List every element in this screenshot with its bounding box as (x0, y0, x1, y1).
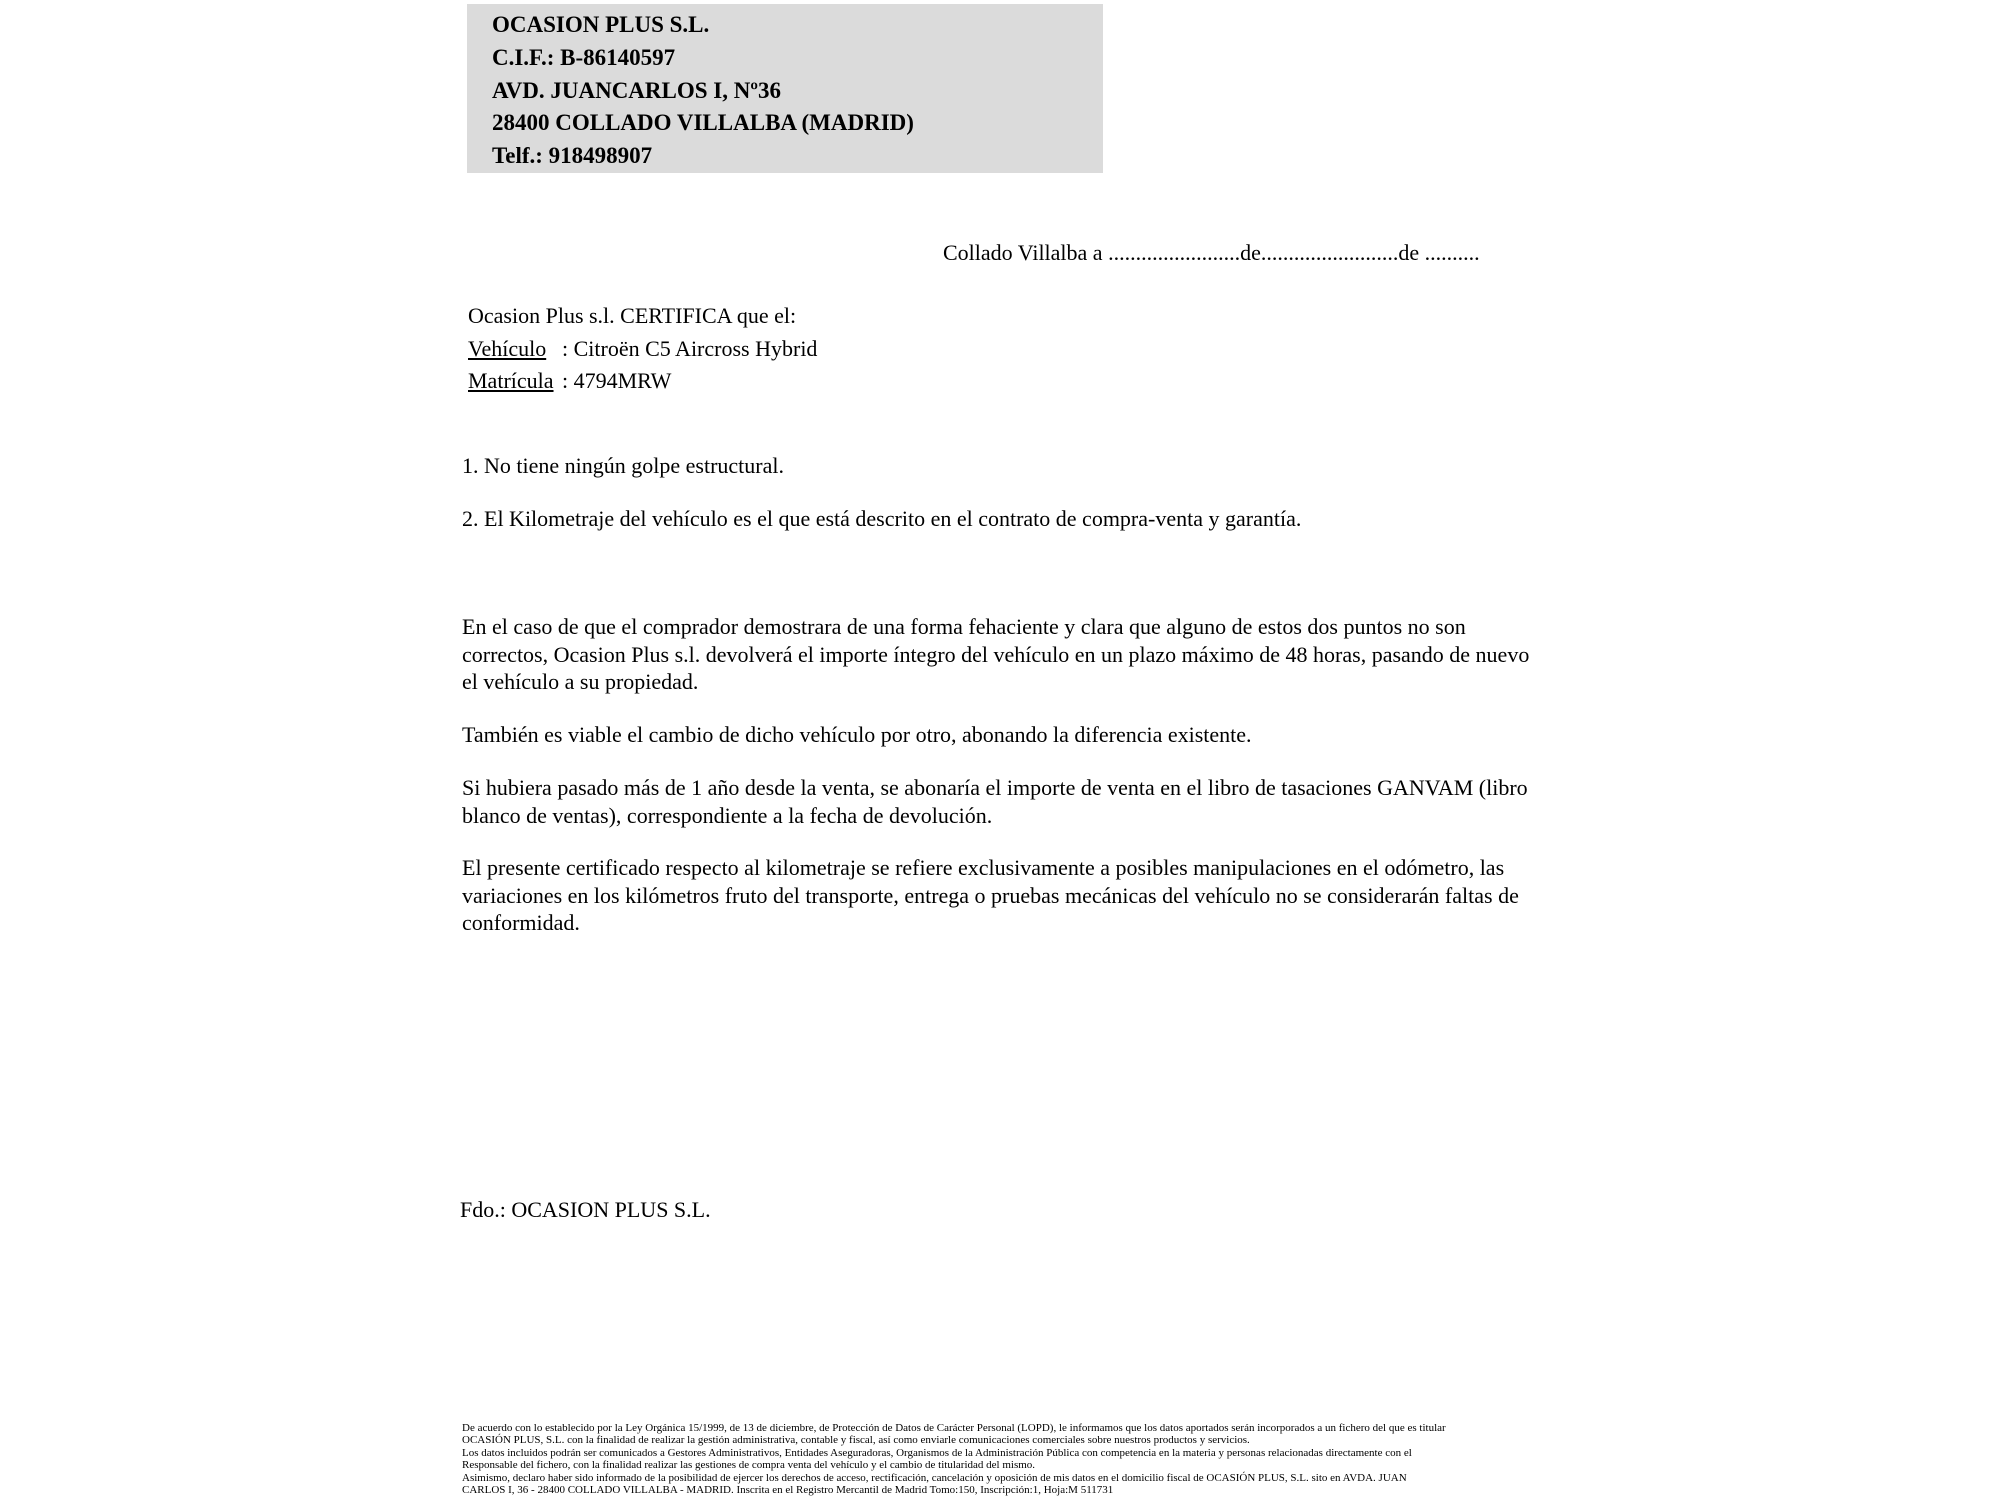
legal-line: CARLOS I, 36 - 28400 COLLADO VILLALBA - MADRID. Inscrita en el Registro Mercantil de Madrid Tomo:150, Inscripción:1, Hoja:M 511731 (462, 1484, 1114, 1497)
company-name: OCASION PLUS S.L. (492, 12, 710, 37)
plate-row (468, 365, 817, 398)
vehicle-row (468, 333, 817, 366)
point-mileage: 2. El Kilometraje del vehículo es el que está descrito en el contrato de compra-venta y garantía. (462, 506, 1302, 531)
company-phone: Telf.: 918498907 (492, 143, 653, 169)
vehicle-label: Vehículo (468, 335, 547, 361)
plate-value: : 4794MRW (562, 368, 672, 393)
paragraph-refund: En el caso de que el comprador demostrara de una forma fehaciente y clara que alguno de estos dos puntos no son correctos, Ocasion Plus s.l. devolverá el importe íntegro del vehículo en un plazo máximo de 48 horas, pasando de nuevo el vehículo a su propiedad. (462, 614, 1530, 694)
vehicle-value: : Citroën C5 Aircross Hybrid (562, 335, 818, 361)
legal-line: Los datos incluidos podrán ser comunicados a Gestores Administrativos, Entidades Aseguradoras, Organismos de la Administración Pública con competencia en la materia y personas relacionadas directamente con el (462, 1446, 1412, 1459)
paragraph-ganvam: Si hubiera pasado más de 1 año desde la venta, se abonaría el importe de venta en el libro de tasaciones GANVAM (libro blanco de ventas), correspondiente a la fecha de devolución. (462, 775, 1528, 828)
signature-line: Fdo.: OCASION PLUS S.L. (460, 1197, 711, 1222)
certify-intro: Ocasion Plus s.l. CERTIFICA que el: (468, 303, 797, 328)
company-cif: C.I.F.: B-86140597 (492, 44, 676, 70)
certification-block (468, 300, 817, 398)
company-address: AVD. JUANCARLOS I, Nº36 (492, 77, 781, 103)
point-structural: 1. No tiene ningún golpe estructural. (462, 453, 784, 478)
legal-line: Asimismo, declaro haber sido informado de la posibilidad de ejercer los derechos de acceso, rectificación, cancelación y oposición de mis datos en el domicilio fiscal de OCASIÓN PLUS, S.L. sito en AVDA. JUAN (462, 1471, 1407, 1484)
certified-points (462, 452, 1301, 533)
legal-fine-print (462, 1422, 1446, 1496)
company-header-box (467, 4, 1103, 173)
legal-line: Responsable del fichero, con la finalidad realizar las gestiones de compra venta del vehículo y el cambio de titularidad del mismo. (462, 1459, 1036, 1472)
plate-label: Matrícula (468, 368, 554, 393)
paragraph-odometer: El presente certificado respecto al kilometraje se refiere exclusivamente a posibles manipulaciones en el odómetro, las variaciones en los kilómetros fruto del transporte, entrega o pruebas mecánicas del vehículo no se considerarán faltas de conformidad. (462, 855, 1519, 935)
company-city: 28400 COLLADO VILLALBA (MADRID) (492, 110, 914, 136)
paragraph-exchange: También es viable el cambio de dicho vehículo por otro, abonando la diferencia existente. (462, 722, 1252, 747)
legal-line: OCASIÓN PLUS, S.L. con la finalidad de realizar la gestión administrativa, contable y fiscal, así como enviarle comunicaciones comerciales sobre nuestros productos y servicios. (462, 1434, 1250, 1447)
date-fill-in-line: Collado Villalba a ........................de.........................de .......... (943, 240, 1480, 265)
legal-line: De acuerdo con lo establecido por la Ley Orgánica 15/1999, de 13 de diciembre, de Protección de Datos de Carácter Personal (LOPD), le informamos que los datos aportados serán incorporados a un fichero del que es titular (462, 1422, 1446, 1434)
